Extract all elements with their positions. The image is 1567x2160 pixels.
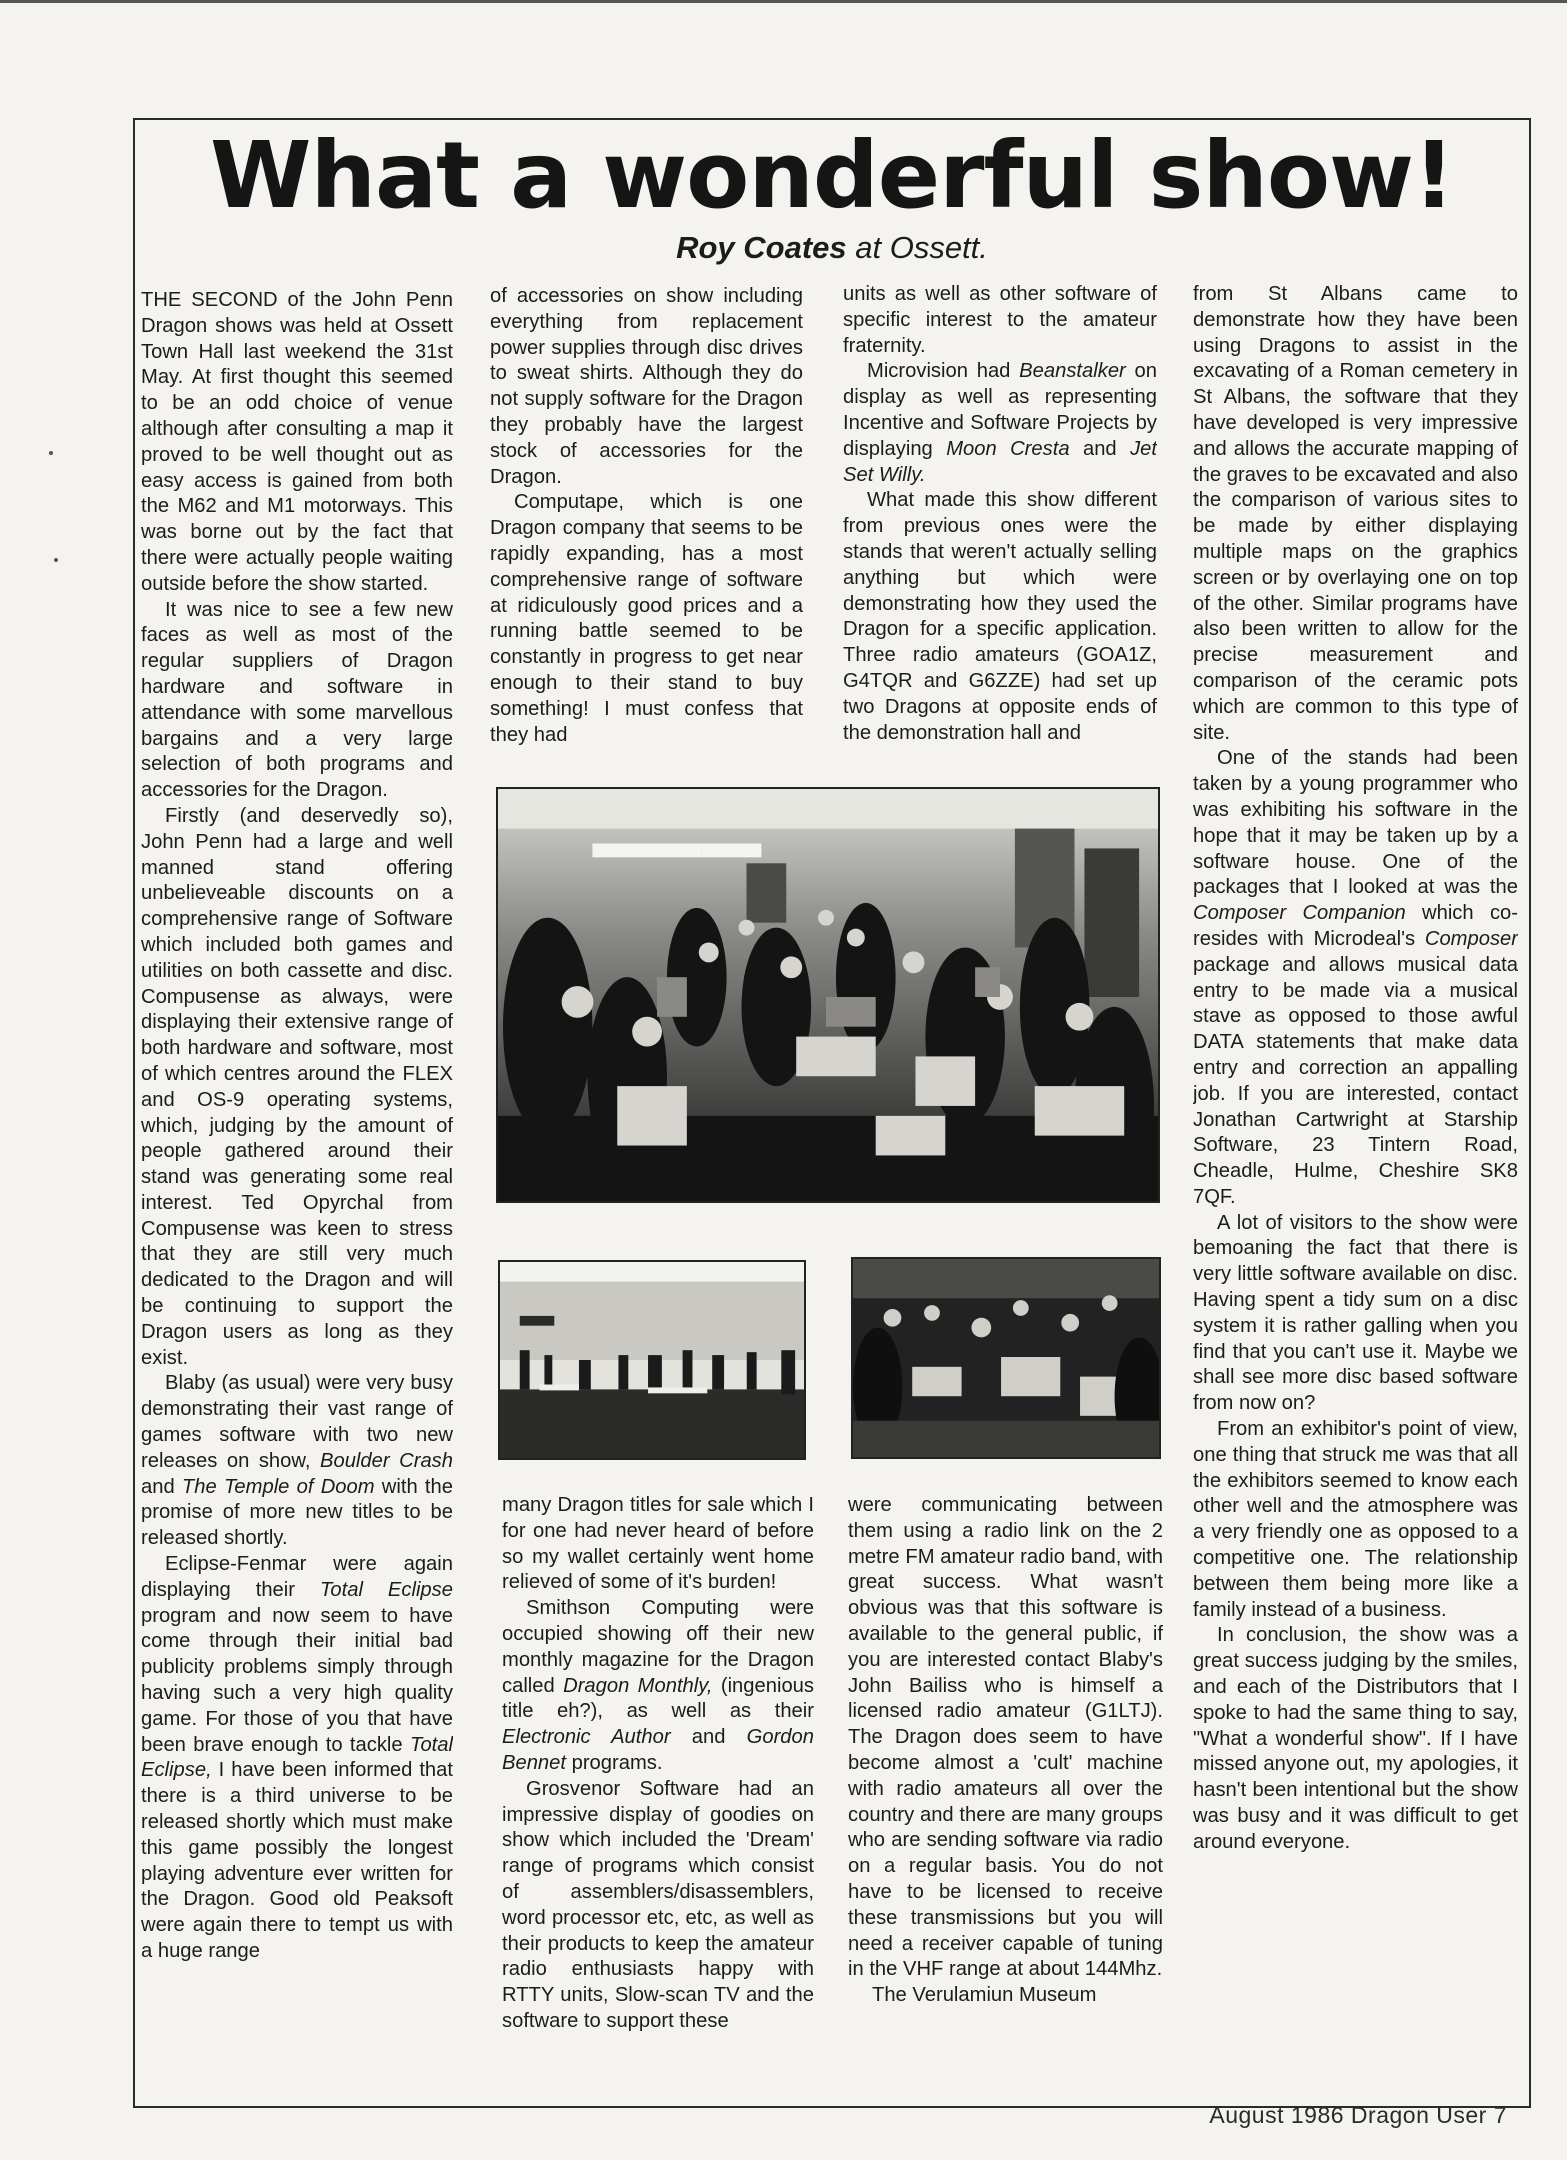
game-title: Total Eclipse, [141, 1733, 453, 1782]
paragraph: Blaby (as usual) were very busy demonstrating their vast range of games software with two new releases on show, Boulder Crash and The Temple of Doom with the promise of more new titles to be released shortly. [141, 1372, 453, 1550]
paragraph: were communicating between them using a radio link on the 2 metre FM amateur radio band, with great success. What wasn't obvious was that this software is available to the general public, if you are interested contact Blaby's John Bailiss who is himself a licensed radio amateur (G1LTJ). The Dragon does seem to have become almost a 'cult' machine with radio amateurs all over the country and there are many groups who are sending software via radio on a regular basis. You do not have to be licensed to receive these transmissions but you will need a receiver capable of tuning in the VHF range at about 144Mhz. [848, 1494, 1163, 1981]
exhibition-hall-photo [496, 787, 1160, 1203]
text-column-3-bottom [848, 1493, 1163, 2093]
paragraph: from St Albans came to demonstrate how they have been using Dragons to assist in the excavating of a Roman cemetery in St Albans, the software that they have developed is very impressive and allows the accurate mapping of the graves to be excavated and also the comparison of various sites to be made by either displaying multiple maps on the graphics screen or by overlaying one on top of the other. Similar programs have also been written to allow for the precise measurement and comparison of the ceramic pots which are common to this type of site. [1193, 283, 1518, 744]
program-title: Composer Companion [1193, 902, 1406, 925]
program-title: Composer [1424, 927, 1518, 950]
text-column-2-top [490, 284, 803, 774]
scan-speck [54, 558, 58, 562]
text-column-2-bottom [502, 1493, 814, 2093]
paragraph: What made this show different from previous ones were the stands that weren't actually selling anything but which were demonstrating how they used the Dragon for a specific application. Three radio amateurs (GOA1Z, G4TQR and G6ZZE) had set up two Dragons at opposite ends of the demonstration hall and [843, 489, 1157, 744]
author-name: Roy Coates [676, 230, 847, 265]
page-footer: August 1986 Dragon User 7 [1209, 2102, 1507, 2128]
program-title: Gordon Bennet [502, 1726, 814, 1774]
magazine-title: Dragon Monthly, [563, 1674, 713, 1697]
text-column-3-top [843, 282, 1157, 778]
game-title: Total Eclipse [319, 1578, 453, 1601]
paragraph: Grosvenor Software had an impressive display of goodies on show which included the 'Dream' range of programs which consist of assemblers/disassemblers, word processor etc, etc, as well as their products to keep the amateur radio enthusiasts happy with RTTY units, Slow-scan TV and the software to support these [502, 1777, 814, 2032]
program-title: Electronic Author [502, 1726, 671, 1749]
text-column-4 [1193, 282, 1518, 2082]
scan-speck [49, 451, 53, 455]
text-column-1 [141, 288, 453, 2098]
paragraph: Microvision had Beanstalker on display as well as representing Incentive and Software Projects by displaying Moon Cresta and Jet Set Willy. [843, 360, 1157, 486]
article-headline: What a wonderful show! [210, 122, 1454, 229]
paragraph: A lot of visitors to the show were bemoaning the fact that there is very little software available on disc. Having spent a tidy sum on a disc system it is rather galling when you find that you can't use it. Maybe we shall see more disc based software from now on? [1193, 1211, 1518, 1415]
page-top-rule [0, 0, 1567, 3]
paragraph: THE SECOND of the John Penn Dragon shows was held at Ossett Town Hall last weekend the 31st May. At first thought this seemed to be an odd choice of venue although after consulting a map it proved to be well thought out as easy access is gained from both the M62 and M1 motorways. This was borne out by the fact that there were actually people waiting outside before the show started. [141, 289, 453, 595]
paragraph: Smithson Computing were occupied showing off their new monthly magazine for the Dragon called Dragon Monthly, (ingenious title eh?), as well as their Electronic Author and Gordon Bennet programs. [502, 1597, 814, 1774]
game-title: The Temple of Doom [181, 1475, 375, 1498]
paragraph: Firstly (and deservedly so), John Penn had a large and well manned stand offering unbelieveable discounts on a comprehensive range of Software which included both games and utilities on both cassette and disc. Compusense as always, were displaying their extensive range of both hardware and software, most of which centres around the FLEX and OS-9 operating systems, which, judging by the amount of people gathered around their stand was generating some real interest. Ted Opyrchal from Compusense was keen to stress that they are still very much dedicated to the Dragon and will be continuing to support the Dragon users as long as they exist. [141, 804, 453, 1369]
game-title: Beanstalker [1019, 360, 1126, 383]
article-byline [133, 232, 1531, 263]
game-title: Moon Cresta [946, 437, 1070, 460]
paragraph: many Dragon titles for sale which I for one had never heard of before so my wallet certainly went home relieved of some of it's burden! [502, 1494, 814, 1594]
paragraph: Eclipse-Fenmar were again displaying their Total Eclipse program and now seem to have come through their initial bad publicity problems simply through having such a very high quality game. For those of you that have been brave enough to tackle Total Eclipse, I have been informed that there is a third universe to be released shortly which must make this game possibly the longest playing adventure ever written for the Dragon. Good old Peaksoft were again there to tempt us with a huge range [141, 1553, 453, 1962]
paragraph: Computape, which is one Dragon company that seems to be rapidly expanding, has a most comprehensive range of software at ridiculously good prices and a running battle seemed to be constantly in progress to get near enough to their stand to buy something! I must confess that they had [490, 491, 803, 746]
game-title: Boulder Crash [320, 1449, 453, 1472]
hall-interior-photo [498, 1260, 806, 1460]
paragraph: units as well as other software of specific interest to the amateur fraternity. [843, 283, 1157, 357]
game-title: Jet Set Willy. [843, 437, 1157, 486]
paragraph: From an exhibitor's point of view, one thing that struck me was that all the exhibitors seemed to know each other well and the atmosphere was a very friendly one as opposed to a competitive one. The relationship between them being more like a family instead of a business. [1193, 1418, 1518, 1621]
paragraph: It was nice to see a few new faces as well as most of the regular suppliers of Dragon hardware and software in attendance with some marvellous bargains and a very large selection of both programs and accessories for the Dragon. [141, 598, 453, 802]
paragraph: One of the stands had been taken by a young programmer who was exhibiting his software in the hope that it may be taken up by a software house. One of the packages that I looked at was the Composer Companion which co-resides with Microdeal's Composer package and allows musical data entry to be made via a musical stave as opposed to those awful DATA statements that make data entry and correction an appalling job. If you are interested, contact Jonathan Cartwright at Starship Software, 23 Tintern Road, Cheadle, Hulme, Cheshire SK8 7QF. [1193, 747, 1518, 1208]
paragraph: In conclusion, the show was a great success judging by the smiles, and each of the Distributors that I spoke to had the same thing to say, "What a wonderful show". If I have missed anyone out, my apologies, it hasn't been intentional but the show was busy and it was difficult to get around everyone. [1193, 1624, 1518, 1853]
stand-crowd-photo [851, 1257, 1161, 1459]
paragraph: of accessories on show including everything from replacement power supplies through disc drives to sweat shirts. Although they do not supply software for the Dragon they probably have the largest stock of accessories for the Dragon. [490, 285, 803, 488]
paragraph: The Verulamiun Museum [872, 1984, 1097, 2007]
byline-location: at Ossett. [846, 230, 988, 265]
